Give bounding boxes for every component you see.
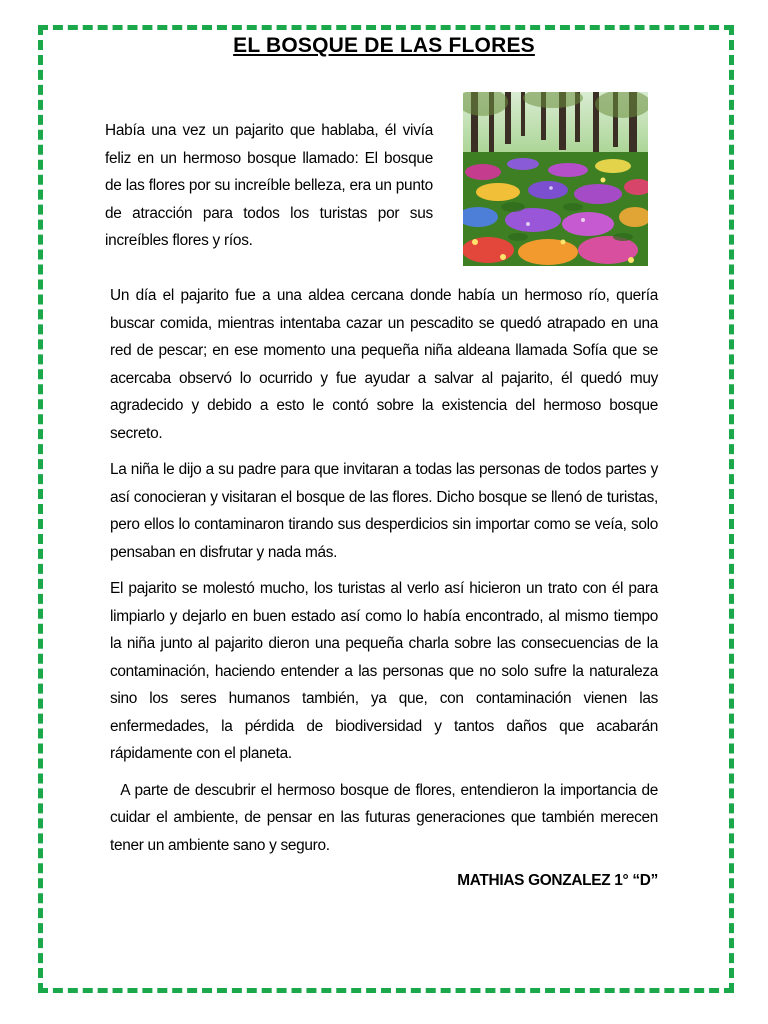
story-paragraph-1: Un día el pajarito fue a una aldea cercana donde había un hermoso río, quería buscar comida, mientras intentaba cazar un pescadito se quedó atrapado en una red de pescar; en ese momento una pequeña niña aldeana llamada Sofía que se acercaba observó lo ocurrido y fue ayudar a salvar al pajarito, él quedó muy agradecido y debido a esto le contó sobre la existencia del hermoso bosque secreto.: [110, 287, 658, 442]
story-body: [110, 282, 662, 868]
page-title: EL BOSQUE DE LAS FLORES: [233, 34, 535, 57]
intro-paragraph: Había una vez un pajarito que hablaba, él vivía feliz en un hermoso bosque llamado: El bosque de las flores por su increíble belleza, era un punto de atracción para todos los turistas por sus increíbles flores y ríos.: [105, 122, 433, 250]
story-paragraph-3: El pajarito se molestó mucho, los turistas al verlo así hicieron un trato con él para limpiarlo y dejarlo en buen estado así como lo había encontrado, al mismo tiempo la niña junto al pajarito dieron una pequeña charla sobre las consecuencias de la contaminación, haciendo entender a las personas que no solo sufre la naturaleza sino los seres humanos también, ya que, con contaminación vienen las enfermedades, la pérdida de biodiversidad y tantos daños que acabarán rápidamente con el planeta.: [110, 580, 658, 762]
author-signature: MATHIAS GONZALEZ 1° “D”: [457, 872, 658, 889]
flower-forest-image: [463, 92, 648, 266]
story-paragraph-2: La niña le dijo a su padre para que invitaran a todas las personas de todos partes y así conocieran y visitaran el bosque de las flores. Dicho bosque se llenó de turistas, pero ellos lo contaminaron tirando sus desperdicios sin importar como se veía, solo pensaban en disfrutar y nada más.: [110, 461, 658, 561]
story-paragraph-4: A parte de descubrir el hermoso bosque de flores, entendieron la importancia de cuidar el ambiente, de pensar en las futuras generaciones que también merecen tener un ambiente sano y seguro.: [110, 781, 662, 854]
